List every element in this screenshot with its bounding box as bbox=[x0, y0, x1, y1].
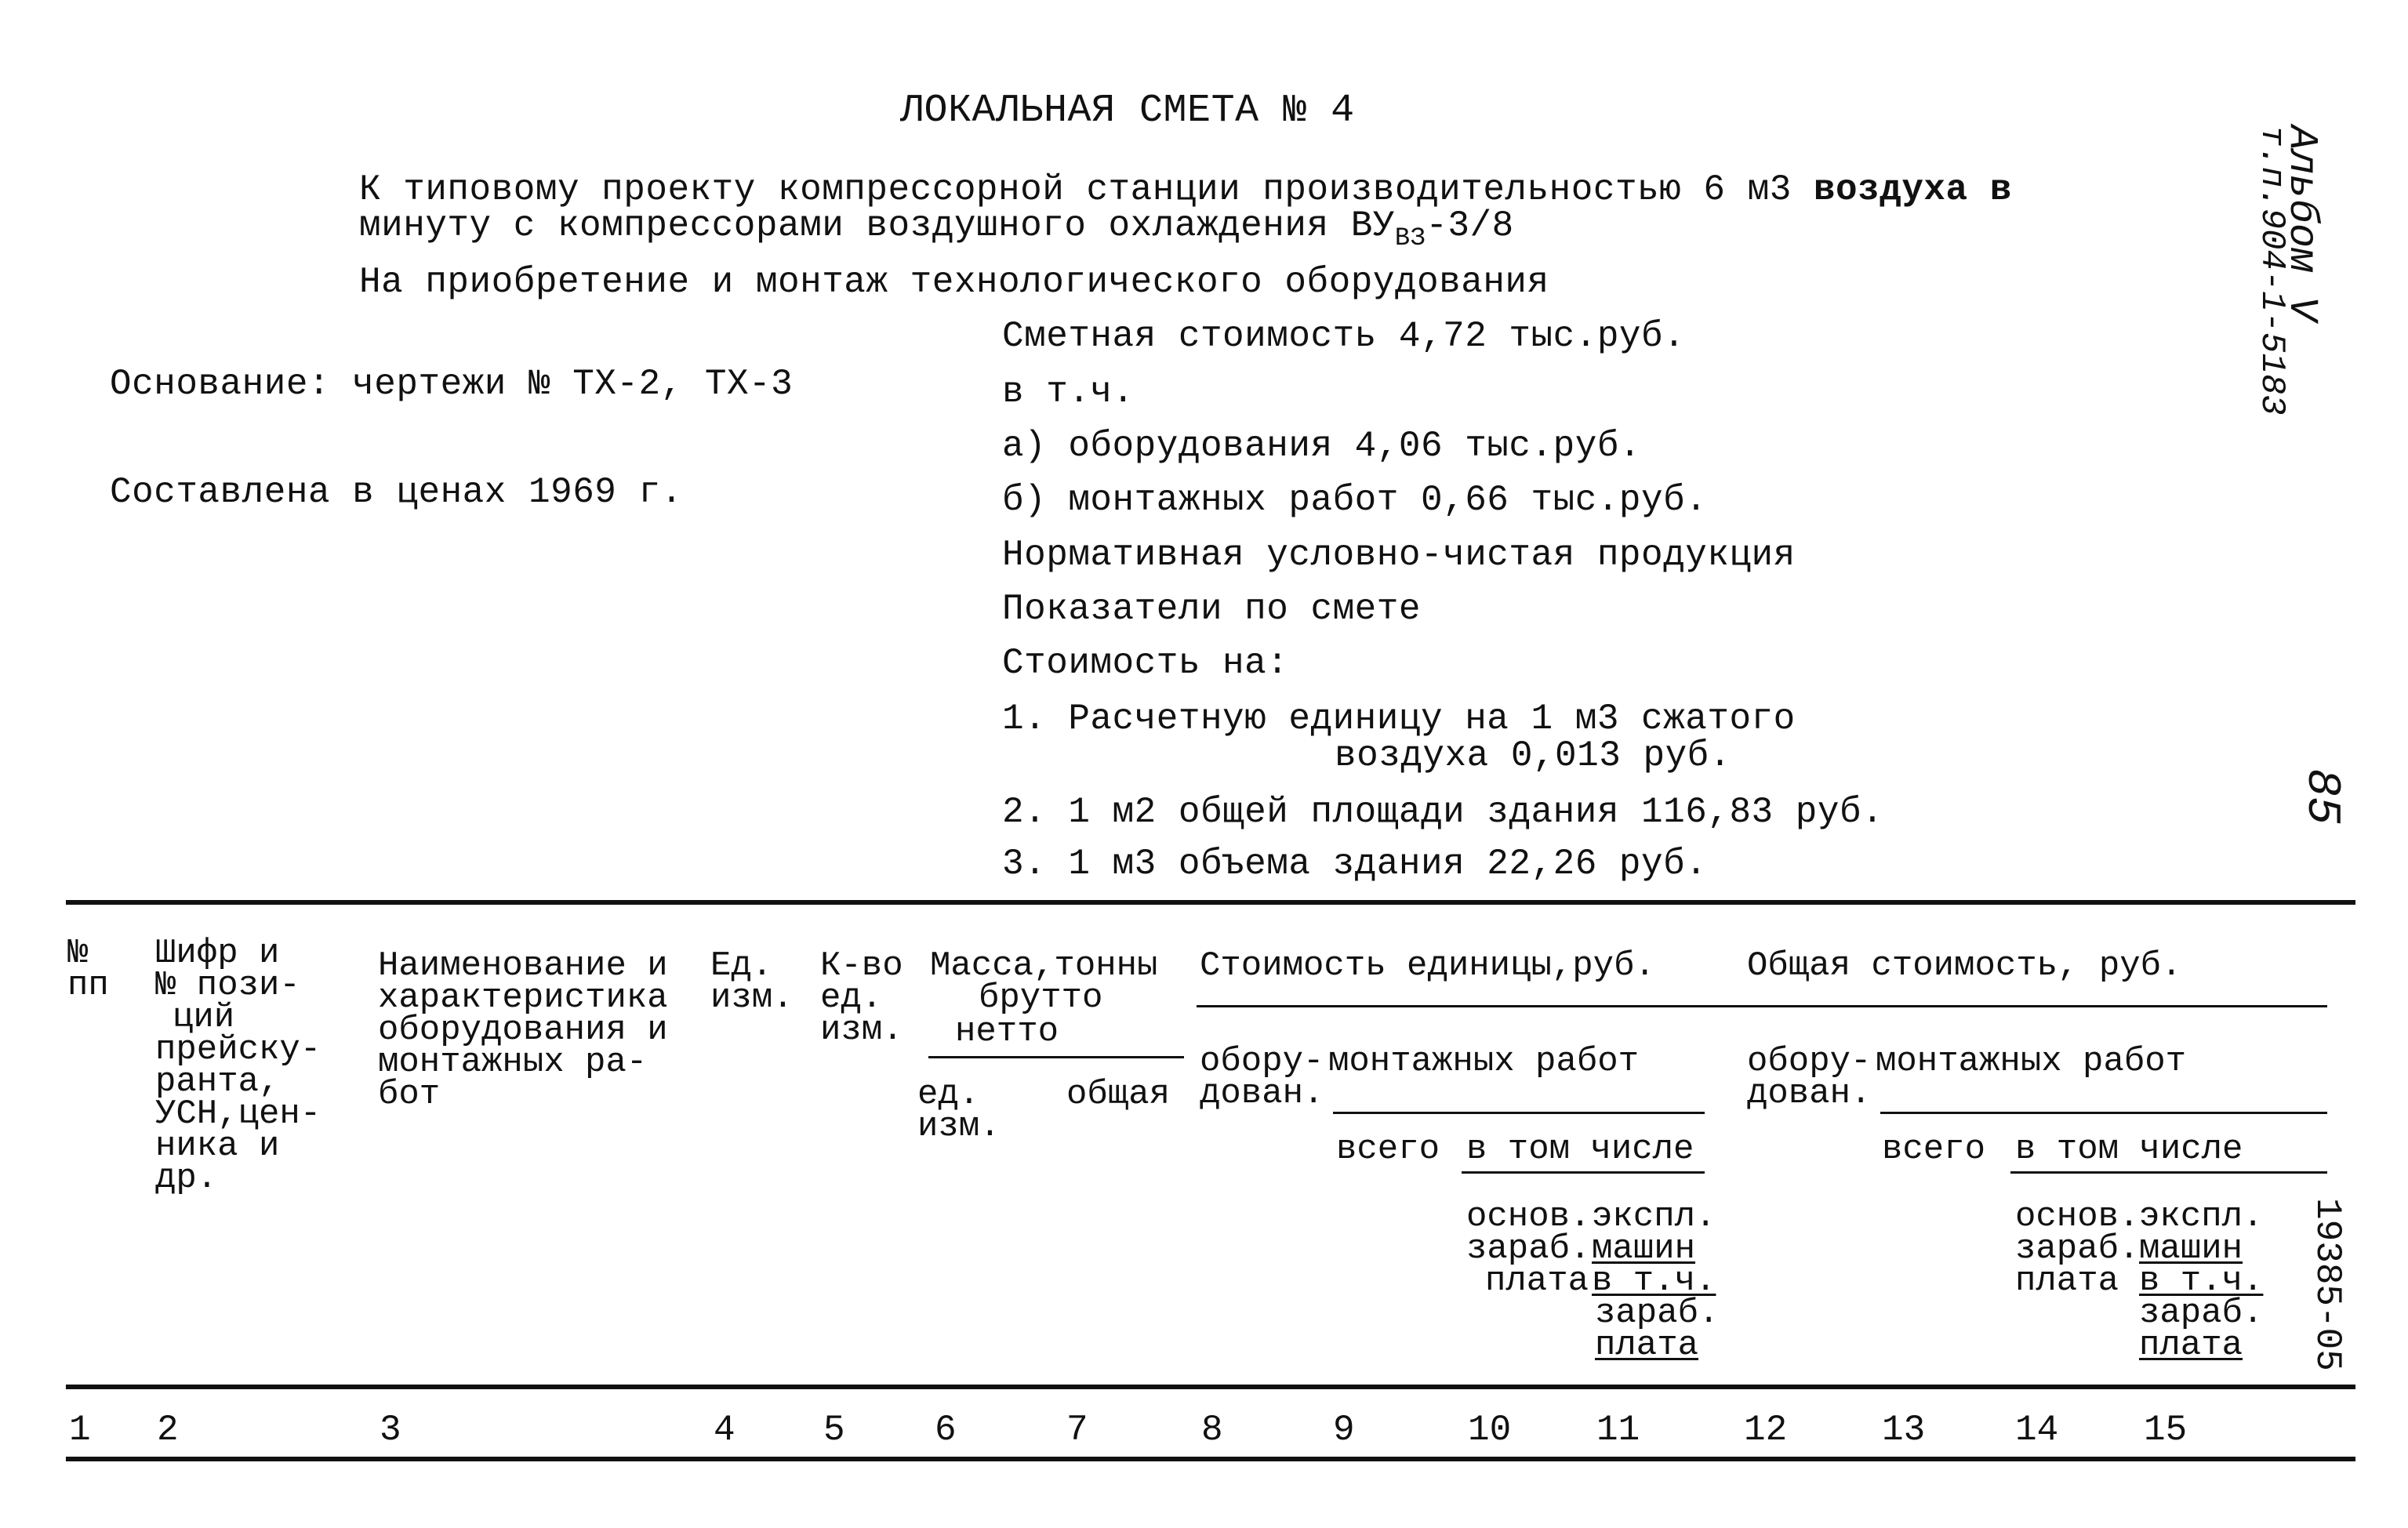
including-label: в т.ч. bbox=[1002, 372, 1135, 412]
mass-title: Масса,тонны bbox=[930, 946, 1158, 985]
col-5-line: изм. bbox=[820, 1011, 903, 1050]
unit-machines bbox=[1592, 1197, 1720, 1365]
total-incl-rule bbox=[2010, 1171, 2327, 1174]
unit-machines-line: машин bbox=[1592, 1229, 1696, 1268]
unit-base-pay-line: плата bbox=[1485, 1261, 1589, 1301]
equipment-cost: а) оборудования 4,06 тыс.руб. bbox=[1002, 426, 1642, 466]
mass-unit-line: изм. bbox=[917, 1107, 1001, 1146]
total-all: всего bbox=[1882, 1130, 1986, 1169]
total-incl-pay-line: в т.ч. bbox=[2139, 1261, 2264, 1301]
total-equip-line: дован. bbox=[1747, 1074, 1872, 1113]
document-title: ЛОКАЛЬНАЯ СМЕТА № 4 bbox=[900, 89, 1355, 133]
estimate-cost: Сметная стоимость 4,72 тыс.руб. bbox=[1002, 316, 1686, 357]
col-4-line: Ед. bbox=[710, 946, 773, 985]
table-top-rule bbox=[66, 900, 2355, 905]
project-line-2 bbox=[359, 207, 1514, 257]
mass-total: общая bbox=[1066, 1075, 1171, 1114]
indicator-1-line-a: 1. Расчетную единицу на 1 м3 сжатого bbox=[1002, 699, 1796, 739]
column-number: 5 bbox=[823, 1410, 845, 1450]
unit-base-pay-line: основ. bbox=[1466, 1197, 1591, 1236]
column-number: 2 bbox=[157, 1410, 179, 1450]
total-equip-line: обору- bbox=[1747, 1042, 1872, 1081]
basis-line bbox=[110, 365, 793, 403]
unit-base-pay-line: зараб. bbox=[1466, 1229, 1591, 1268]
unit-machines-line: экспл. bbox=[1592, 1197, 1716, 1236]
col-1-header bbox=[67, 934, 109, 1005]
indicator-2: 2. 1 м2 общей площади здания 116,83 руб. bbox=[1002, 792, 1884, 833]
total-cost-rule bbox=[1744, 1005, 2327, 1007]
col-2-line: УСН,цен- bbox=[155, 1094, 321, 1134]
total-base-pay-line: зараб. bbox=[2015, 1229, 2140, 1268]
project-line-1-text: К типовому проекту компрессорной станции производительностью 6 м3 bbox=[359, 169, 1792, 210]
col-3-line: Наименование и bbox=[378, 946, 668, 985]
unit-equip bbox=[1200, 1042, 1324, 1113]
col-1-line: № bbox=[67, 934, 89, 973]
column-number: 12 bbox=[1744, 1410, 1788, 1450]
column-number: 4 bbox=[714, 1410, 735, 1450]
col-2-line: ника и bbox=[155, 1127, 280, 1166]
header-bottom-rule bbox=[66, 1385, 2355, 1389]
project-line-1-bold: воздуха в bbox=[1813, 169, 2012, 210]
total-install-rule bbox=[1880, 1112, 2327, 1114]
prices-line: Составлена в ценах 1969 г. bbox=[110, 472, 683, 513]
project-line-2-text: минуту с компрессорами воздушного охлаждения ВУ bbox=[359, 205, 1395, 246]
total-machines-line: машин bbox=[2139, 1229, 2243, 1268]
page-number: 85 bbox=[2294, 768, 2348, 826]
col-3-line: характеристика bbox=[378, 978, 668, 1018]
indicator-1-line-b: воздуха 0,013 руб. bbox=[1335, 735, 1731, 776]
col-2-line: № пози- bbox=[155, 966, 300, 1005]
unit-incl-rule bbox=[1462, 1171, 1705, 1174]
indicator-3: 3. 1 м3 объема здания 22,26 руб. bbox=[1002, 844, 1708, 884]
column-number: 9 bbox=[1333, 1410, 1355, 1450]
project-line-1 bbox=[359, 171, 2012, 209]
column-number: 8 bbox=[1201, 1410, 1223, 1450]
mass-rule bbox=[928, 1056, 1184, 1058]
mass-brutto: брутто bbox=[979, 978, 1103, 1018]
unit-cost-title: Стоимость единицы,руб. bbox=[1200, 946, 1655, 985]
column-number: 14 bbox=[2015, 1410, 2059, 1450]
column-number: 3 bbox=[380, 1410, 401, 1450]
total-cost-title: Общая стоимость, руб. bbox=[1747, 946, 2182, 985]
col-4-header bbox=[710, 946, 794, 1018]
column-number: 10 bbox=[1468, 1410, 1512, 1450]
column-number: 15 bbox=[2144, 1410, 2188, 1450]
mass-unit bbox=[917, 1075, 1001, 1146]
unit-incl-pay-line: зараб. bbox=[1595, 1294, 1720, 1333]
cost-per-label: Стоимость на: bbox=[1002, 643, 1289, 684]
album-label: Альбом V bbox=[2279, 125, 2325, 321]
unit-incl-pay-line: в т.ч. bbox=[1592, 1261, 1716, 1301]
total-incl-pay-line: зараб. bbox=[2139, 1294, 2264, 1333]
col-3-line: бот bbox=[378, 1075, 441, 1114]
total-base-pay-line: основ. bbox=[2015, 1197, 2140, 1236]
unit-cost-rule bbox=[1197, 1005, 1745, 1007]
col-2-header bbox=[155, 934, 321, 1198]
col-3-line: монтажных ра- bbox=[378, 1043, 648, 1082]
unit-install-rule bbox=[1333, 1112, 1705, 1114]
project-line-2-post: -3/8 bbox=[1426, 205, 1514, 246]
document-number: 19385-05 bbox=[2307, 1198, 2348, 1371]
estimate-indicators: Показатели по смете bbox=[1002, 589, 1421, 630]
unit-incl-pay-line: плата bbox=[1595, 1326, 1699, 1365]
col-2-line: Шифр и bbox=[155, 934, 280, 973]
mass-unit-line: ед. bbox=[917, 1075, 980, 1114]
col-1-line: пп bbox=[67, 966, 109, 1005]
column-number: 1 bbox=[69, 1410, 91, 1450]
total-install: монтажных работ bbox=[1876, 1042, 2187, 1081]
total-base-pay-line: плата bbox=[2015, 1261, 2119, 1301]
unit-all: всего bbox=[1336, 1130, 1440, 1169]
col-2-line: ранта, bbox=[155, 1062, 280, 1102]
column-number: 13 bbox=[1882, 1410, 1926, 1450]
col-5-line: ед. bbox=[820, 978, 883, 1018]
column-number: 6 bbox=[935, 1410, 957, 1450]
col-2-line: ций bbox=[173, 998, 235, 1037]
unit-equip-line: обору- bbox=[1200, 1042, 1324, 1081]
column-number: 11 bbox=[1596, 1410, 1640, 1450]
col-5-line: К-во bbox=[820, 946, 903, 985]
unit-incl: в том числе bbox=[1466, 1130, 1694, 1169]
total-machines bbox=[2139, 1197, 2264, 1365]
total-base-pay bbox=[2015, 1197, 2140, 1301]
col-3-line: оборудования и bbox=[378, 1011, 668, 1050]
unit-install: монтажных работ bbox=[1328, 1042, 1640, 1081]
total-equip bbox=[1747, 1042, 1872, 1113]
col-5-header bbox=[820, 946, 903, 1050]
normative-production: Нормативная условно-чистая продукция bbox=[1002, 535, 1796, 575]
total-incl-pay-line: плата bbox=[2139, 1326, 2243, 1365]
unit-equip-line: дован. bbox=[1200, 1074, 1324, 1113]
installation-cost: б) монтажных работ 0,66 тыс.руб. bbox=[1002, 480, 1708, 521]
basis-value: чертежи № ТХ-2, ТХ-3 bbox=[352, 364, 794, 405]
col-3-header bbox=[378, 946, 668, 1114]
project-line-2-sub: ВЗ bbox=[1394, 223, 1426, 252]
total-machines-line: экспл. bbox=[2139, 1197, 2264, 1236]
col-2-line: др. bbox=[155, 1159, 218, 1198]
purpose-line: На приобретение и монтаж технологического оборудования bbox=[359, 262, 1549, 303]
project-code: т.п.904-1-5183 bbox=[2252, 125, 2291, 416]
column-number: 7 bbox=[1066, 1410, 1088, 1450]
col-2-line: прейску- bbox=[155, 1030, 321, 1069]
basis-label: Основание: bbox=[110, 364, 331, 405]
mass-netto: нетто bbox=[955, 1012, 1059, 1051]
unit-base-pay bbox=[1466, 1197, 1591, 1301]
col-4-line: изм. bbox=[710, 978, 794, 1018]
column-numbers-rule bbox=[66, 1457, 2355, 1461]
total-incl: в том числе bbox=[2015, 1130, 2243, 1169]
